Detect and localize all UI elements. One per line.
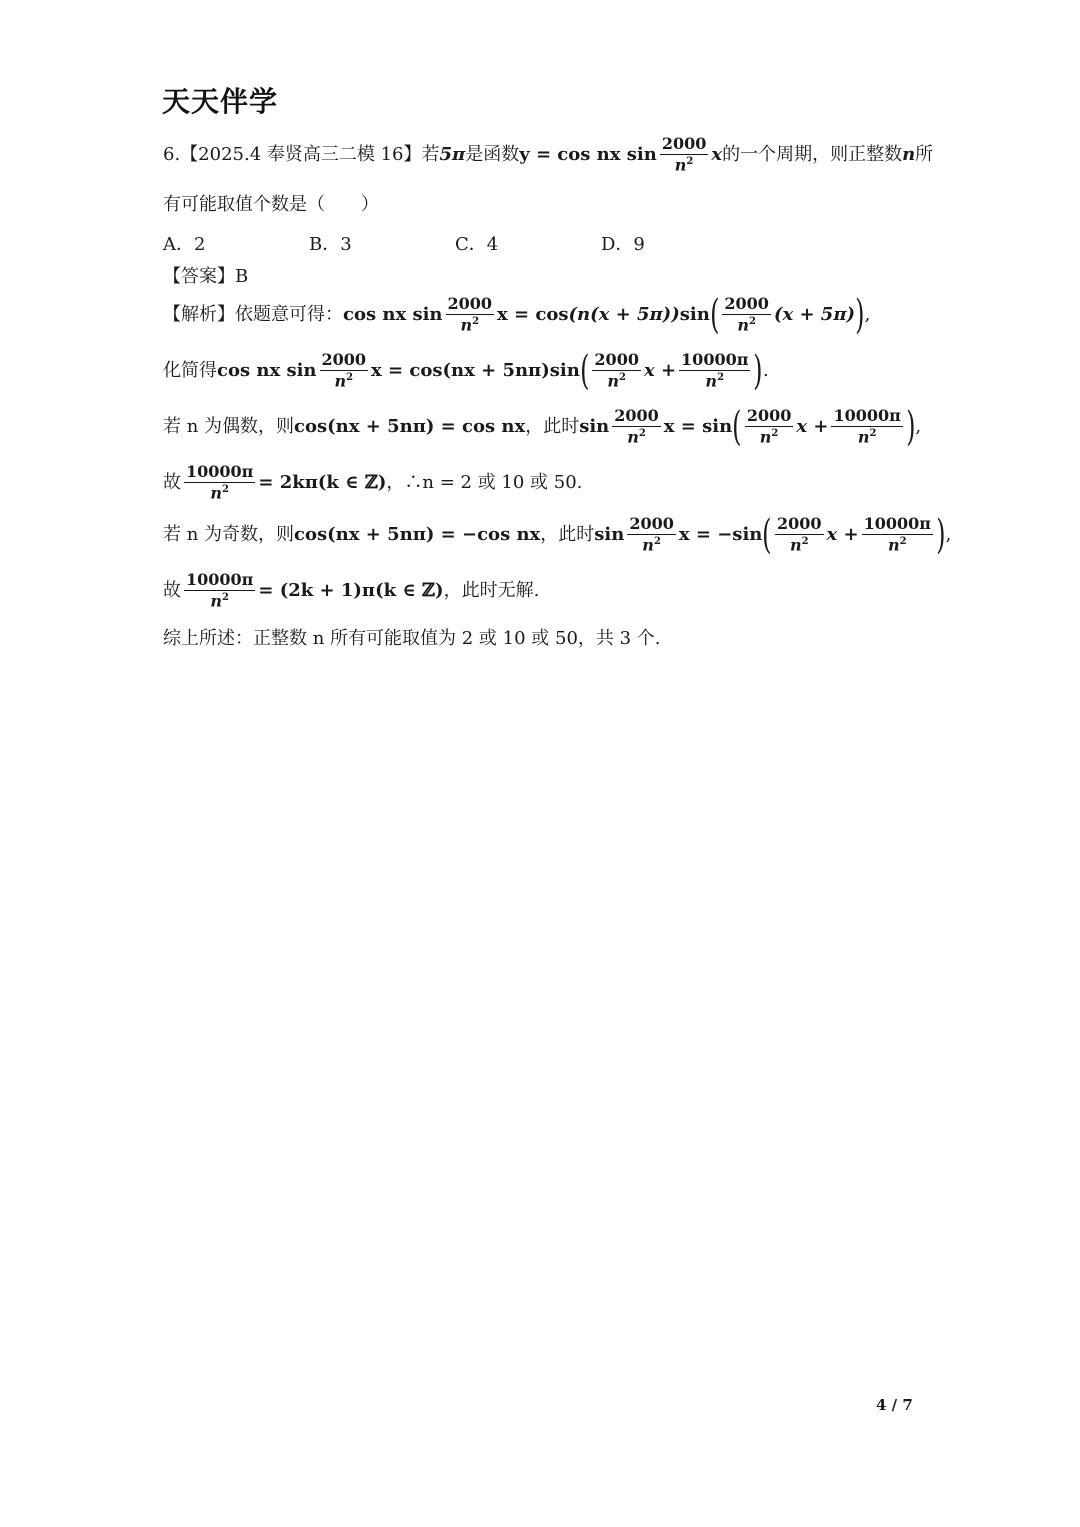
question-suffix-2: 所 [915,143,934,165]
analysis-l2-fraction-2: $\frac{2000}{n^2}$ [594,350,639,391]
analysis-l5-fraction: $\frac{2000}{n^2}$ [629,514,674,555]
analysis-line-6: 故 $\frac{10000\pi}{n^2}$ = (2k + 1)π(k ∈ ℤ) ，此时无解. [163,570,540,611]
fraction-numerator: 2000 [661,134,707,153]
analysis-label: 【解析】依题意可得： [163,303,343,325]
analysis-line-2: 化简得 cos nx sin $\frac{2000}{n^2}$ x = cos(nx + 5nπ)sin ( $\frac{2000}{n^2}$ x + $\frac{10000\pi}{n^2}$ ) . [163,347,769,394]
analysis-l1-mid: x = cos [497,303,569,325]
analysis-l2-x: x + [643,359,677,381]
analysis-l2-lhs: cos nx sin [217,359,317,381]
analysis-l2-fraction-3: $\frac{10000\pi}{n^2}$ [681,350,749,391]
analysis-line-4 [163,464,930,501]
analysis-line-3: 若 n 为偶数，则 cos(nx + 5nπ) = cos nx ，此时 sin $\frac{2000}{n^2}$ x = sin ( $\frac{2000}{n^2}$ x + $\frac{10000\pi}{n^2}$ ) , [163,403,922,450]
analysis-l1-fraction: $\frac{2000}{n^2}$ [447,294,493,335]
analysis-l5-x: x = −sin [678,523,763,545]
analysis-l3-fraction-3: $\frac{10000\pi}{n^2}$ [833,406,901,447]
analysis-l2-prefix: 化简得 [163,359,217,381]
analysis-l3-sin: sin [579,415,610,437]
question-suffix: 的一个周期，则正整数 [722,143,903,165]
question-mid: 是函数 [465,143,520,165]
analysis-l4-result: n = 2 或 10 或 50. [422,471,583,493]
analysis-conclusion: 综上所述：正整数 n 所有可能取值为 2 或 10 或 50，共 3 个. [163,628,661,649]
analysis-l1-lhs: cos nx sin [343,303,443,325]
question-line-1 [163,134,934,175]
analysis-l5-eq: cos(nx + 5nπ) = −cos nx [294,523,541,545]
analysis-line-1: 【解析】依题意可得： cos nx sin $\frac{2000}{n^2}$ x = cos (n(x + 5π)) sin ( $\frac{2000}{n^2}$ (x + 5π) ) , [163,291,871,338]
analysis-l1-tail: (x + 5π) [773,303,856,325]
question-line-2: 有可能取值个数是（ ） [163,194,379,215]
option-c: C．4 [455,234,499,255]
analysis-l5-fraction-3: $\frac{10000\pi}{n^2}$ [863,514,931,555]
option-d: D．9 [601,234,645,255]
question-function: y = cos nx sin [519,143,657,165]
analysis-l3-x: x = sin [663,415,733,437]
analysis-l3-fraction-2: $\frac{2000}{n^2}$ [746,406,792,447]
answer-value: B [235,266,249,287]
header-title: 天天伴学 [162,85,279,118]
analysis-l5-prefix: 若 n 为奇数，则 [163,523,295,545]
answer-label: 【答案】 [163,266,235,287]
question-n: n [902,143,916,165]
analysis-l3-mid: ，此时 [525,415,580,437]
analysis-l6-tail: ，此时无解. [443,579,540,601]
analysis-line-5: 若 n 为奇数，则 cos(nx + 5nπ) = −cos nx ，此时 sin $\frac{2000}{n^2}$ x = −sin ( $\frac{2000}{n^2}$ x + $\frac{10000\pi}{n^2}$ ) , [163,511,952,558]
analysis-l3-eq: cos(nx + 5nπ) = cos nx [294,415,526,437]
analysis-l1-fraction-2: $\frac{2000}{n^2}$ [724,294,769,335]
analysis-l3-prefix: 若 n 为偶数，则 [163,415,295,437]
question-prefix: 6.【2025.4 奉贤高三二模 16】若 [163,143,440,165]
analysis-l5-fraction-2: $\frac{2000}{n^2}$ [776,514,822,555]
analysis-l1-sin: sin [679,303,710,325]
question-x: x [711,143,723,165]
answer-line [163,268,930,286]
option-b: B．3 [309,234,352,255]
option-a: A．2 [163,234,206,255]
analysis-l3-fraction: $\frac{2000}{n^2}$ [614,406,659,447]
analysis-l6-eq: = (2k + 1)π(k ∈ ℤ) [258,579,444,601]
analysis-l4-sep: ，∴ [386,471,423,493]
analysis-l4-prefix: 故 [163,471,181,493]
analysis-l2-fraction: $\frac{2000}{n^2}$ [321,350,367,391]
analysis-l4-fraction: $\frac{10000\pi}{n^2}$ [186,462,254,503]
fraction-denominator: $n^2$ [674,155,694,175]
analysis-l1-inner: (n(x + 5π)) [568,303,680,325]
page-number: 4 / 7 [876,1396,913,1414]
options-row [163,230,747,256]
analysis-l2-mid: x = cos(nx + 5nπ)sin [371,359,580,381]
question-period: 5π [439,143,466,165]
analysis-l6-fraction: $\frac{10000\pi}{n^2}$ [186,570,254,611]
analysis-l4-eq: = 2kπ(k ∈ ℤ) [258,471,387,493]
question-fraction [660,136,709,173]
